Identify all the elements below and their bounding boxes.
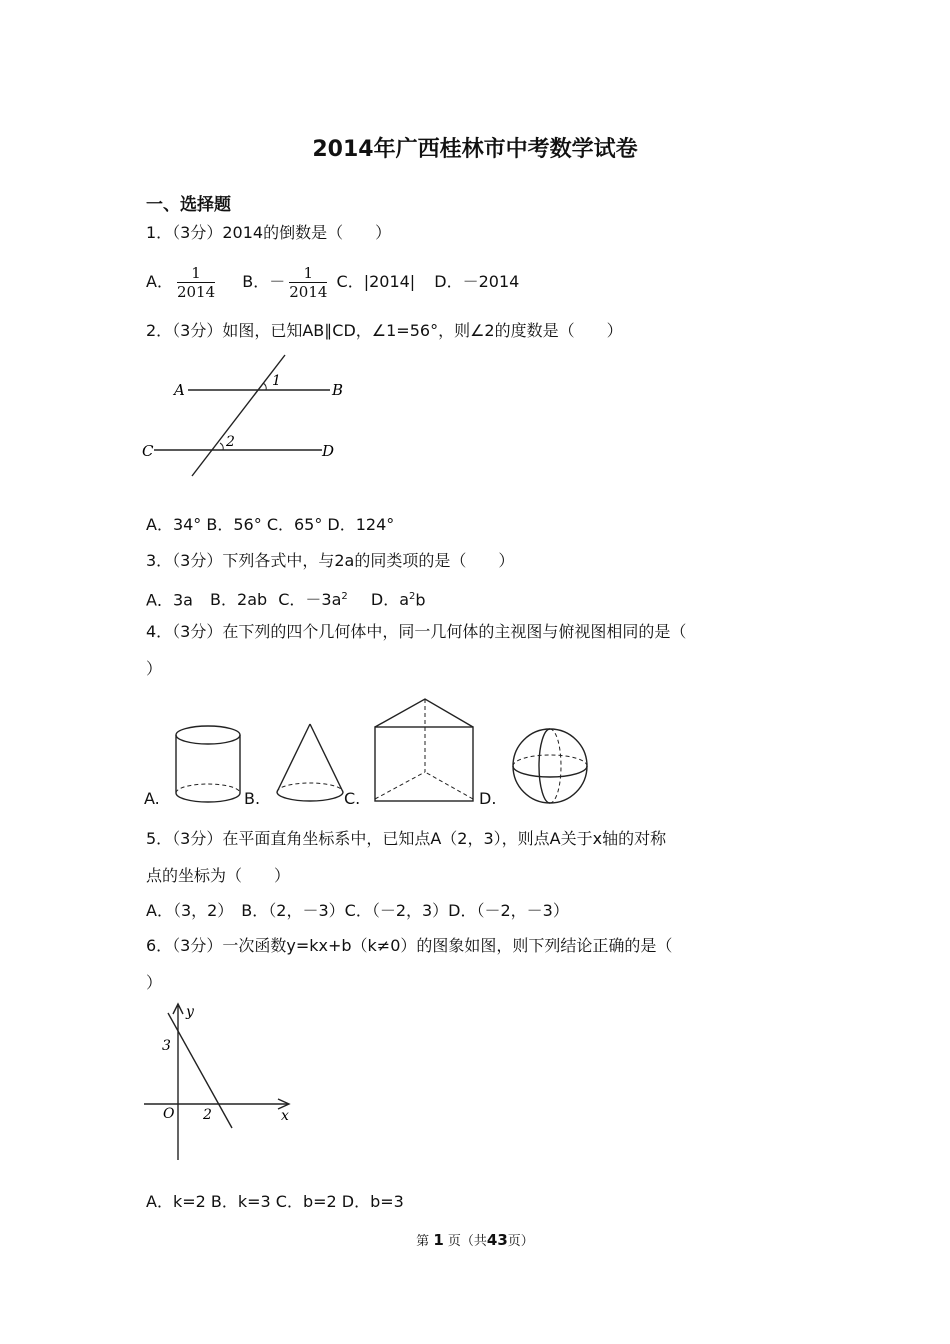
angle-2-label: 2 xyxy=(226,434,235,450)
q3-option-d-tail: b xyxy=(415,590,426,610)
question-3-options xyxy=(146,586,426,611)
q1-option-d: D．－2014 xyxy=(434,272,520,291)
q4-label-c: C. xyxy=(344,789,361,808)
question-5-stem-continued: 点的坐标为（ ） xyxy=(146,866,291,885)
footer-suffix: 页） xyxy=(507,1234,534,1249)
q2-parallel-lines-figure xyxy=(140,350,350,480)
q3-option-b: B．2ab xyxy=(210,590,268,610)
q4-label-d: D. xyxy=(479,789,497,808)
q4-label-a: A. xyxy=(144,789,160,808)
page-footer xyxy=(0,1230,950,1249)
q1-b-numerator: 1 xyxy=(289,265,327,283)
question-6-options: A．k=2 B．k=3 C．b=2 D．b=3 xyxy=(146,1192,404,1211)
sphere-figure xyxy=(508,724,592,808)
cylinder-figure xyxy=(170,722,246,808)
q3-option-d-exponent: 2 xyxy=(409,591,416,602)
angle-2-arc xyxy=(220,443,223,450)
q3-option-c: C．－3a xyxy=(278,590,342,610)
question-6-stem: 6．（3分）一次函数y=kx+b（k≠0）的图象如图，则下列结论正确的是（ xyxy=(146,936,673,955)
q3-option-c-exponent: 2 xyxy=(341,591,348,602)
q4-label-b: B. xyxy=(244,789,261,808)
origin-label: O xyxy=(163,1106,175,1122)
question-5-options: A．（3，2） B．（2，－3）C．（－2，3）D．（－2，－3） xyxy=(146,901,569,920)
point-a-label: A xyxy=(174,381,185,399)
q3-option-a: A．3a xyxy=(146,590,193,610)
q1-option-b-label: B． xyxy=(242,272,270,291)
footer-middle: 页（共 xyxy=(447,1234,487,1249)
footer-page-number: 1 xyxy=(433,1231,444,1249)
question-4-stem-continued: ） xyxy=(146,659,163,678)
x-intercept-label: 2 xyxy=(203,1107,212,1123)
y-axis-label: y xyxy=(186,1004,194,1020)
question-4-stem: 4．（3分）在下列的四个几何体中，同一几何体的主视图与俯视图相同的是（ xyxy=(146,622,687,641)
question-6-stem-continued: ） xyxy=(146,973,163,992)
cone-figure xyxy=(272,720,348,808)
question-2-options: A．34° B．56° C．65° D．124° xyxy=(146,515,395,534)
q3-option-d: D．a xyxy=(370,590,410,610)
q1-option-c: C．|2014| xyxy=(336,272,416,291)
question-1-stem: 1．（3分）2014的倒数是（ ） xyxy=(146,223,392,242)
q1-a-denominator: 2014 xyxy=(176,282,216,301)
q1-option-a-label: A． xyxy=(146,272,173,291)
q1-option-b-sign: － xyxy=(269,272,286,291)
q1-a-numerator: 1 xyxy=(177,265,215,283)
point-b-label: B xyxy=(332,381,344,399)
x-axis-label: x xyxy=(281,1108,289,1124)
question-2-stem: 2．（3分）如图，已知AB∥CD，∠1=56°，则∠2的度数是（ ） xyxy=(146,321,623,340)
triangular-prism-figure xyxy=(368,694,478,806)
q1-option-a-fraction xyxy=(177,265,215,301)
angle-1-label: 1 xyxy=(272,373,281,389)
question-1-options xyxy=(146,262,519,302)
question-3-stem: 3．（3分）下列各式中，与2a的同类项的是（ ） xyxy=(146,551,515,570)
q1-b-denominator: 2014 xyxy=(289,282,328,301)
point-d-label: D xyxy=(322,442,335,460)
point-c-label: C xyxy=(142,442,154,460)
page-title: 2014年广西桂林市中考数学试卷 xyxy=(312,137,638,162)
question-5-stem: 5．（3分）在平面直角坐标系中，已知点A（2，3），则点A关于x轴的对称 xyxy=(146,829,667,848)
footer-total-pages: 43 xyxy=(486,1231,508,1249)
y-intercept-label: 3 xyxy=(162,1038,171,1054)
q1-option-b-fraction xyxy=(289,265,327,301)
footer-prefix: 第 xyxy=(416,1234,430,1249)
section-heading: 一、选择题 xyxy=(146,195,231,215)
q6-linear-function-graph xyxy=(138,998,298,1168)
